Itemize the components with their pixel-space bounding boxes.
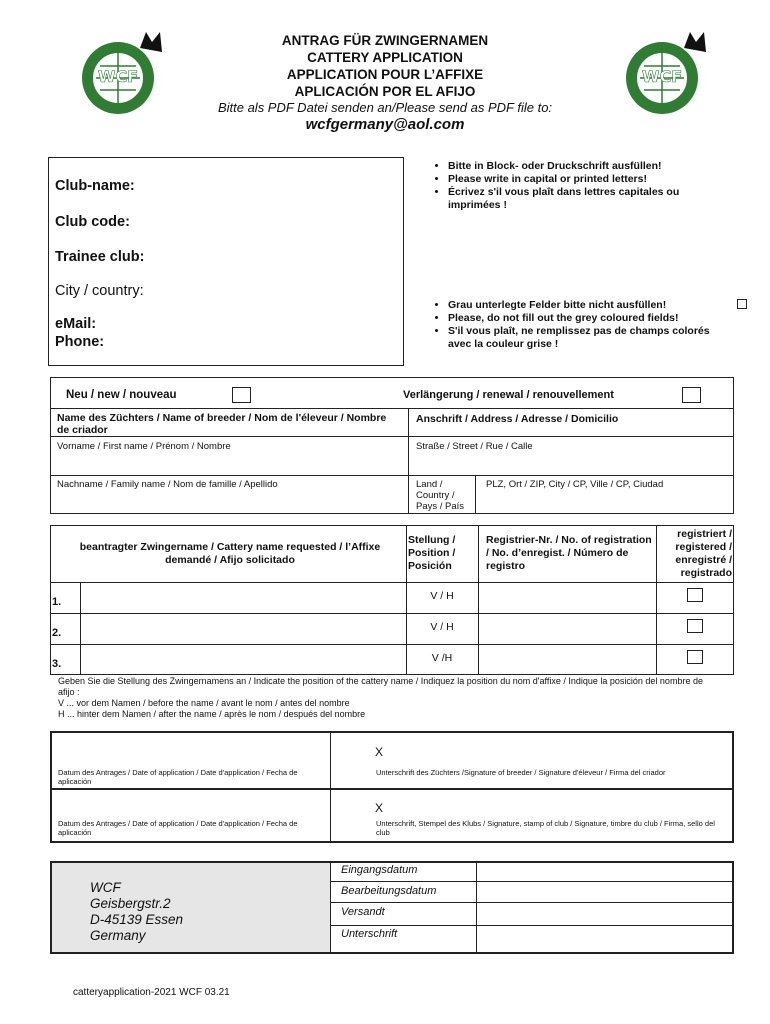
reg-no-header: Registrier-Nr. / No. of registration / No. d’enregist. / Número de registro <box>486 534 652 572</box>
email-label: eMail: <box>55 316 97 332</box>
row-1-position: V / H <box>430 590 454 602</box>
row-3-registered-checkbox[interactable] <box>687 650 703 664</box>
stray-checkbox[interactable] <box>737 299 747 309</box>
city-country-label: City / country: <box>55 283 144 299</box>
street-label: Straße / Street / Rue / Calle <box>416 441 533 452</box>
phone-label: Phone: <box>55 334 105 350</box>
svg-text:WCF: WCF <box>97 67 139 86</box>
title-line-en: CATTERY APPLICATION <box>307 50 463 65</box>
position-header: Stellung / Position / Posición <box>408 534 456 572</box>
wcf-logo-left <box>70 30 170 125</box>
email-address[interactable]: wcfgermany@aol.com <box>305 116 465 133</box>
registered-header: registriert / registered / enregistré / registrado <box>675 528 732 579</box>
wcf-logo-right <box>614 30 714 125</box>
grey-note-en: • Please, do not fill out the grey coloured fields! <box>448 312 720 325</box>
row-3-position: V /H <box>431 652 453 664</box>
breeder-sign-x: X <box>375 745 384 759</box>
send-note: Bitte als PDF Datei senden an/Please send as PDF file to: <box>217 100 553 115</box>
grey-note-fr: • S'il vous plaît, ne remplissez pas de champs colorés avec la couleur grise ! <box>448 325 720 351</box>
instruction-fr: • Écrivez s'il vous plaît dans lettres capitales ou imprimées ! <box>448 186 720 212</box>
row-2-position: V / H <box>430 621 454 633</box>
form-title <box>200 32 570 100</box>
position-note-v: V ... vor dem Namen / before the name / avant le nom / antes del nombre <box>58 698 350 708</box>
title-line-fr: APPLICATION POUR L’AFFIXE <box>286 67 484 82</box>
cattery-name-header: beantragter Zwingername / Cattery name requested / l’Affixe demandé / Afijo solicitado <box>79 541 381 566</box>
row-1-number: 1. <box>52 596 62 608</box>
instruction-de: • Bitte in Block- oder Druckschrift ausfüllen! <box>448 160 720 173</box>
address-city: D-45139 Essen <box>90 912 184 927</box>
date-label-1: Datum des Antrages / Date of application / Date d'application / Fecha de aplicación <box>58 768 298 786</box>
club-signature-label: Unterschrift, Stempel des Klubs / Signature, stamp of club / Signature, timbre du club / Firma, sello del club <box>376 819 715 837</box>
breeder-signature-label: Unterschrift des Züchters /Signature of breeder / Signature d'éleveur / Firma del criador <box>376 768 666 777</box>
club-sign-x: X <box>375 801 384 815</box>
new-label: Neu / new / nouveau <box>66 389 177 401</box>
received-date-label: Eingangsdatum <box>341 864 418 876</box>
address-header: Anschrift / Address / Adresse / Domicilio <box>416 413 619 425</box>
svg-text:WCF: WCF <box>641 67 683 86</box>
trainee-club-label: Trainee club: <box>55 249 145 265</box>
date-label-2: Datum des Antrages / Date of application / Date d'application / Fecha de aplicación <box>58 819 298 837</box>
shipped-label: Versandt <box>341 906 385 918</box>
breeder-name-header: Name des Züchters / Name of breeder / Nom de l'éleveur / Nombre de criador <box>57 412 387 436</box>
signature-label: Unterschrift <box>341 928 398 940</box>
row-2-registered-checkbox[interactable] <box>687 619 703 633</box>
instructions-bottom <box>430 299 720 351</box>
row-1-registered-checkbox[interactable] <box>687 588 703 602</box>
new-checkbox[interactable] <box>232 387 251 403</box>
position-note-intro: Geben Sie die Stellung des Zwingernamens an / Indicate the position of the cattery name / Indiquez la position du nom d'affixe / Indique la posición del nombre de afijo : <box>58 676 703 697</box>
renewal-checkbox[interactable] <box>682 387 701 403</box>
club-code-label: Club code: <box>55 214 130 230</box>
row-2-number: 2. <box>52 627 62 639</box>
instruction-en: • Please write in capital or printed letters! <box>448 173 720 186</box>
footer-version: catteryapplication-2021 WCF 03.21 <box>73 987 230 998</box>
club-name-label: Club-name: <box>55 178 135 194</box>
address-street: Geisbergstr.2 <box>90 896 171 911</box>
instructions-top <box>430 160 720 212</box>
grey-note-de: • Grau unterlegte Felder bitte nicht ausfüllen! <box>448 299 720 312</box>
renewal-label: Verlängerung / renewal / renouvellement <box>403 389 614 401</box>
last-name-label: Nachname / Family name / Nom de famille / Apellido <box>57 479 278 490</box>
country-label: Land / Country / Pays / País <box>416 479 465 512</box>
row-3-number: 3. <box>52 658 62 670</box>
processing-date-label: Bearbeitungsdatum <box>341 885 437 897</box>
position-note-h: H ... hinter dem Namen / after the name / après le nom / después del nombre <box>58 709 366 719</box>
address-org: WCF <box>90 880 121 895</box>
wcf-address <box>90 880 183 944</box>
title-line-de: ANTRAG FÜR ZWINGERNAMEN <box>281 33 489 48</box>
zip-city-label: PLZ, Ort / ZIP, City / CP, Ville / CP, Ciudad <box>486 479 664 490</box>
title-line-es: APLICACIÓN POR EL AFIJO <box>294 84 476 99</box>
first-name-label: Vorname / First name / Prénom / Nombre <box>57 441 231 452</box>
position-note <box>58 676 718 720</box>
address-country: Germany <box>90 928 146 943</box>
